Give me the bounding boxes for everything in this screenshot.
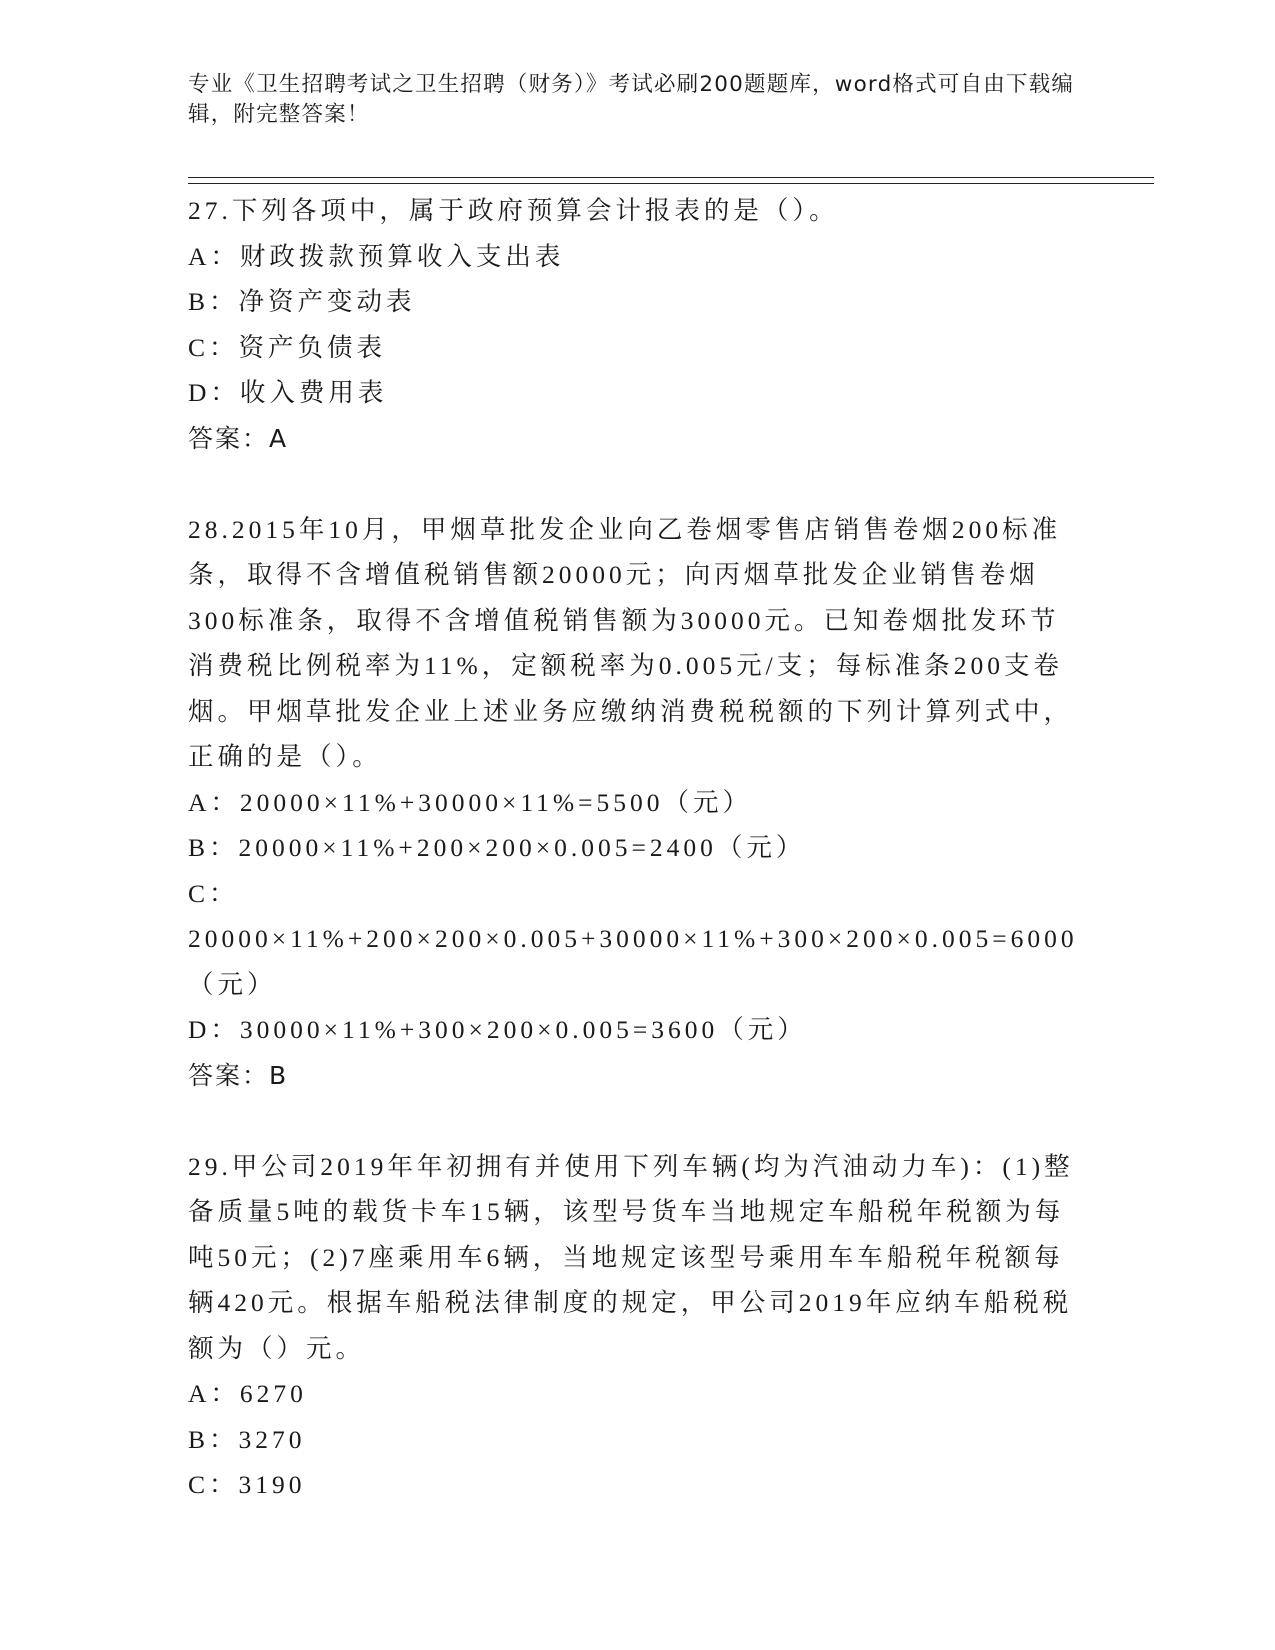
option-b: B：3270 [188,1424,306,1454]
question-28 [188,507,1088,1099]
question-stem: 27.下列各项中，属于政府预算会计报表的是（）。 [188,196,839,225]
question-stem: 28.2015年10月，甲烟草批发企业向乙卷烟零售店销售卷烟200标准条，取得不含增值税销售额20000元；向丙烟草批发企业销售卷烟300标准条，取得不含增值税销售额为30000元。已知卷烟批发环节消费税比例税率为11%，定额税率为0.005元/支；每标准条200支卷烟。甲烟草批发企业上述业务应缴纳消费税税额的下列计算列式中，正确的是（）。 [188,514,1074,771]
question-list [188,188,1088,1508]
option-a: A：6270 [188,1379,307,1408]
option-b: B：净资产变动表 [188,287,416,316]
spacer [188,1098,1088,1144]
question-stem: 29.甲公司2019年年初拥有并使用下列车辆(均为汽油动力车)：(1)整备质量5吨的载货卡车15辆，该型号货车当地规定车船税年税额为每吨50元；(2)7座乘用车6辆，当地规定该型号乘用车车船税年税额每辆420元。根据车船税法律制度的规定，甲公司2019年应纳车船税税额为（）元。 [188,1151,1074,1363]
option-d: D：收入费用表 [188,378,388,407]
option-a: A：20000×11%+30000×11%=5500（元） [188,787,753,817]
answer: 答案：A [188,423,289,453]
question-29 [188,1144,1088,1508]
answer: 答案：B [188,1060,289,1090]
option-d: D：30000×11%+300×200×0.005=3600（元） [188,1015,807,1044]
option-c: C：20000×11%+200×200×0.005+30000×11%+300×200×0.005=6000（元） [188,878,1078,999]
question-27 [188,188,1088,461]
document-header: 专业《卫生招聘考试之卫生招聘（财务）》考试必刷200题题库，word格式可自由下载编辑，附完整答案！ [188,72,1075,127]
option-b: B：20000×11%+200×200×0.005=2400（元） [188,833,806,862]
header-divider-bottom [188,183,1154,184]
spacer [188,461,1088,507]
option-c: C：3190 [188,1470,306,1499]
option-c: C：资产负债表 [188,332,387,362]
option-a: A：财政拨款预算收入支出表 [188,241,565,271]
header-divider-top [188,177,1154,178]
